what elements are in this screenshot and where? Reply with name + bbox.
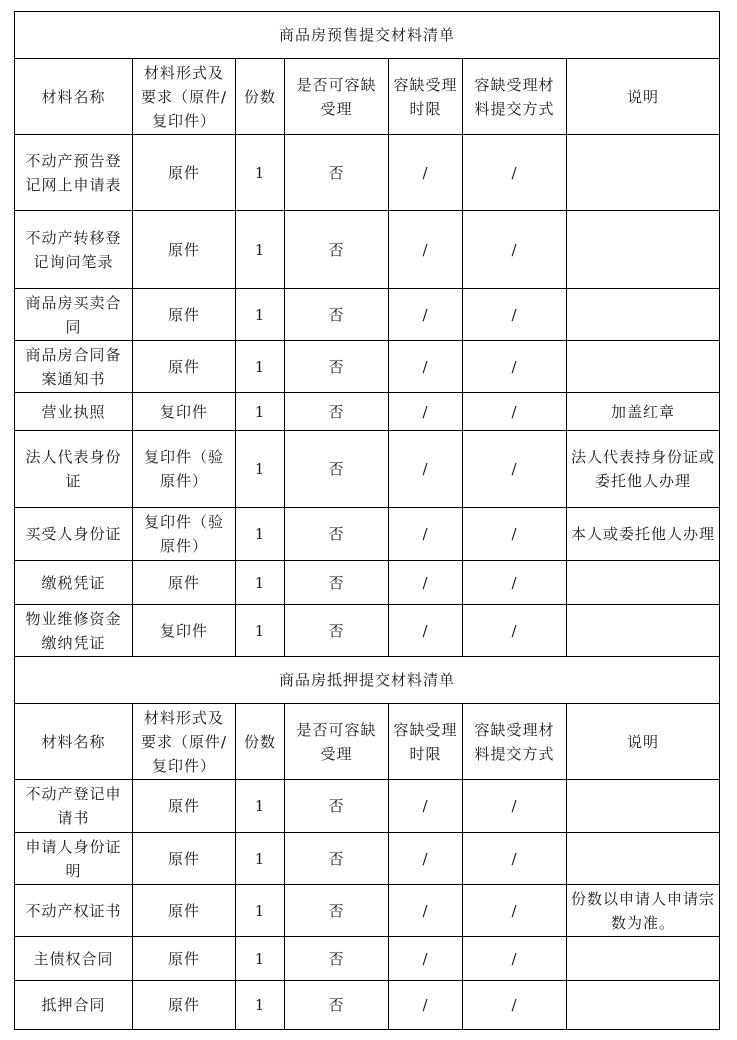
cell-material-name: 营业执照 <box>15 393 133 431</box>
cell-submit-method: / <box>463 135 567 211</box>
cell-form: 原件 <box>133 135 236 211</box>
cell-tolerance: 否 <box>285 981 389 1030</box>
cell-submit-method: / <box>463 780 567 833</box>
cell-material-name: 物业维修资金缴纳凭证 <box>15 605 133 657</box>
cell-tolerance: 否 <box>285 508 389 561</box>
table-row <box>15 393 720 431</box>
cell-material-name: 主债权合同 <box>15 937 133 981</box>
cell-note <box>567 780 720 833</box>
cell-form: 原件 <box>133 341 236 393</box>
cell-time-limit: / <box>389 431 463 508</box>
cell-time-limit: / <box>389 885 463 937</box>
cell-time-limit: / <box>389 780 463 833</box>
cell-material-name: 不动产登记申请书 <box>15 780 133 833</box>
cell-material-name: 不动产预告登记网上申请表 <box>15 135 133 211</box>
table-row <box>15 885 720 937</box>
cell-copies: 1 <box>236 833 285 885</box>
cell-material-name: 法人代表身份证 <box>15 431 133 508</box>
cell-copies: 1 <box>236 135 285 211</box>
cell-copies: 1 <box>236 937 285 981</box>
table-row <box>15 937 720 981</box>
table-row <box>15 833 720 885</box>
cell-submit-method: / <box>463 211 567 289</box>
cell-note <box>567 833 720 885</box>
cell-form: 原件 <box>133 211 236 289</box>
header-copies: 份数 <box>236 59 285 135</box>
cell-tolerance: 否 <box>285 561 389 605</box>
cell-tolerance: 否 <box>285 780 389 833</box>
cell-time-limit: / <box>389 561 463 605</box>
cell-form: 复印件（验原件） <box>133 508 236 561</box>
cell-material-name: 买受人身份证 <box>15 508 133 561</box>
cell-form: 原件 <box>133 937 236 981</box>
table-row <box>15 431 720 508</box>
cell-material-name: 缴税凭证 <box>15 561 133 605</box>
cell-time-limit: / <box>389 508 463 561</box>
cell-submit-method: / <box>463 341 567 393</box>
cell-copies: 1 <box>236 780 285 833</box>
cell-tolerance: 否 <box>285 289 389 341</box>
cell-note <box>567 981 720 1030</box>
header-name: 材料名称 <box>15 704 133 780</box>
cell-note <box>567 605 720 657</box>
header-row <box>15 59 720 135</box>
cell-form: 原件 <box>133 561 236 605</box>
cell-copies: 1 <box>236 508 285 561</box>
cell-tolerance: 否 <box>285 341 389 393</box>
cell-tolerance: 否 <box>285 885 389 937</box>
table-row <box>15 605 720 657</box>
cell-submit-method: / <box>463 508 567 561</box>
cell-submit-method: / <box>463 833 567 885</box>
table-row <box>15 508 720 561</box>
cell-copies: 1 <box>236 393 285 431</box>
cell-note: 法人代表持身份证或委托他人办理 <box>567 431 720 508</box>
cell-form: 原件 <box>133 780 236 833</box>
cell-copies: 1 <box>236 605 285 657</box>
header-name: 材料名称 <box>15 59 133 135</box>
cell-submit-method: / <box>463 561 567 605</box>
header-tolerance: 是否可容缺受理 <box>285 59 389 135</box>
cell-submit-method: / <box>463 981 567 1030</box>
cell-form: 原件 <box>133 885 236 937</box>
cell-material-name: 不动产权证书 <box>15 885 133 937</box>
cell-note <box>567 289 720 341</box>
cell-time-limit: / <box>389 393 463 431</box>
cell-copies: 1 <box>236 341 285 393</box>
cell-tolerance: 否 <box>285 833 389 885</box>
cell-form: 原件 <box>133 981 236 1030</box>
table-row <box>15 211 720 289</box>
cell-submit-method: / <box>463 393 567 431</box>
cell-tolerance: 否 <box>285 937 389 981</box>
section-title: 商品房抵押提交材料清单 <box>15 657 720 704</box>
cell-material-name: 商品房买卖合同 <box>15 289 133 341</box>
cell-note: 加盖红章 <box>567 393 720 431</box>
header-note: 说明 <box>567 704 720 780</box>
cell-tolerance: 否 <box>285 211 389 289</box>
table-row <box>15 289 720 341</box>
header-copies: 份数 <box>236 704 285 780</box>
cell-tolerance: 否 <box>285 605 389 657</box>
cell-form: 复印件 <box>133 605 236 657</box>
cell-material-name: 申请人身份证明 <box>15 833 133 885</box>
cell-note <box>567 937 720 981</box>
header-form: 材料形式及要求（原件/复印件） <box>133 704 236 780</box>
cell-copies: 1 <box>236 211 285 289</box>
cell-time-limit: / <box>389 135 463 211</box>
cell-submit-method: / <box>463 431 567 508</box>
cell-material-name: 不动产转移登记询问笔录 <box>15 211 133 289</box>
section-title-row <box>15 12 720 59</box>
cell-copies: 1 <box>236 885 285 937</box>
cell-form: 原件 <box>133 833 236 885</box>
cell-tolerance: 否 <box>285 393 389 431</box>
cell-form: 原件 <box>133 289 236 341</box>
header-submit-method: 容缺受理材料提交方式 <box>463 59 567 135</box>
cell-submit-method: / <box>463 605 567 657</box>
cell-tolerance: 否 <box>285 431 389 508</box>
cell-note <box>567 561 720 605</box>
cell-time-limit: / <box>389 605 463 657</box>
header-row <box>15 704 720 780</box>
table-row <box>15 981 720 1030</box>
table-row <box>15 561 720 605</box>
cell-copies: 1 <box>236 431 285 508</box>
header-note: 说明 <box>567 59 720 135</box>
cell-form: 复印件 <box>133 393 236 431</box>
section-title: 商品房预售提交材料清单 <box>15 12 720 59</box>
cell-time-limit: / <box>389 833 463 885</box>
cell-material-name: 商品房合同备案通知书 <box>15 341 133 393</box>
header-tolerance: 是否可容缺受理 <box>285 704 389 780</box>
cell-note: 份数以申请人申请宗数为准。 <box>567 885 720 937</box>
header-form: 材料形式及要求（原件/复印件） <box>133 59 236 135</box>
header-submit-method: 容缺受理材料提交方式 <box>463 704 567 780</box>
cell-copies: 1 <box>236 981 285 1030</box>
cell-note <box>567 341 720 393</box>
cell-time-limit: / <box>389 937 463 981</box>
cell-submit-method: / <box>463 937 567 981</box>
cell-submit-method: / <box>463 885 567 937</box>
header-time-limit: 容缺受理时限 <box>389 704 463 780</box>
cell-form: 复印件（验原件） <box>133 431 236 508</box>
cell-copies: 1 <box>236 289 285 341</box>
cell-material-name: 抵押合同 <box>15 981 133 1030</box>
cell-note <box>567 211 720 289</box>
cell-time-limit: / <box>389 341 463 393</box>
materials-table <box>14 11 720 1030</box>
table-row <box>15 780 720 833</box>
cell-time-limit: / <box>389 211 463 289</box>
table-row <box>15 135 720 211</box>
table-row <box>15 341 720 393</box>
cell-time-limit: / <box>389 981 463 1030</box>
section-title-row <box>15 657 720 704</box>
cell-tolerance: 否 <box>285 135 389 211</box>
cell-copies: 1 <box>236 561 285 605</box>
cell-note: 本人或委托他人办理 <box>567 508 720 561</box>
header-time-limit: 容缺受理时限 <box>389 59 463 135</box>
cell-note <box>567 135 720 211</box>
cell-submit-method: / <box>463 289 567 341</box>
cell-time-limit: / <box>389 289 463 341</box>
